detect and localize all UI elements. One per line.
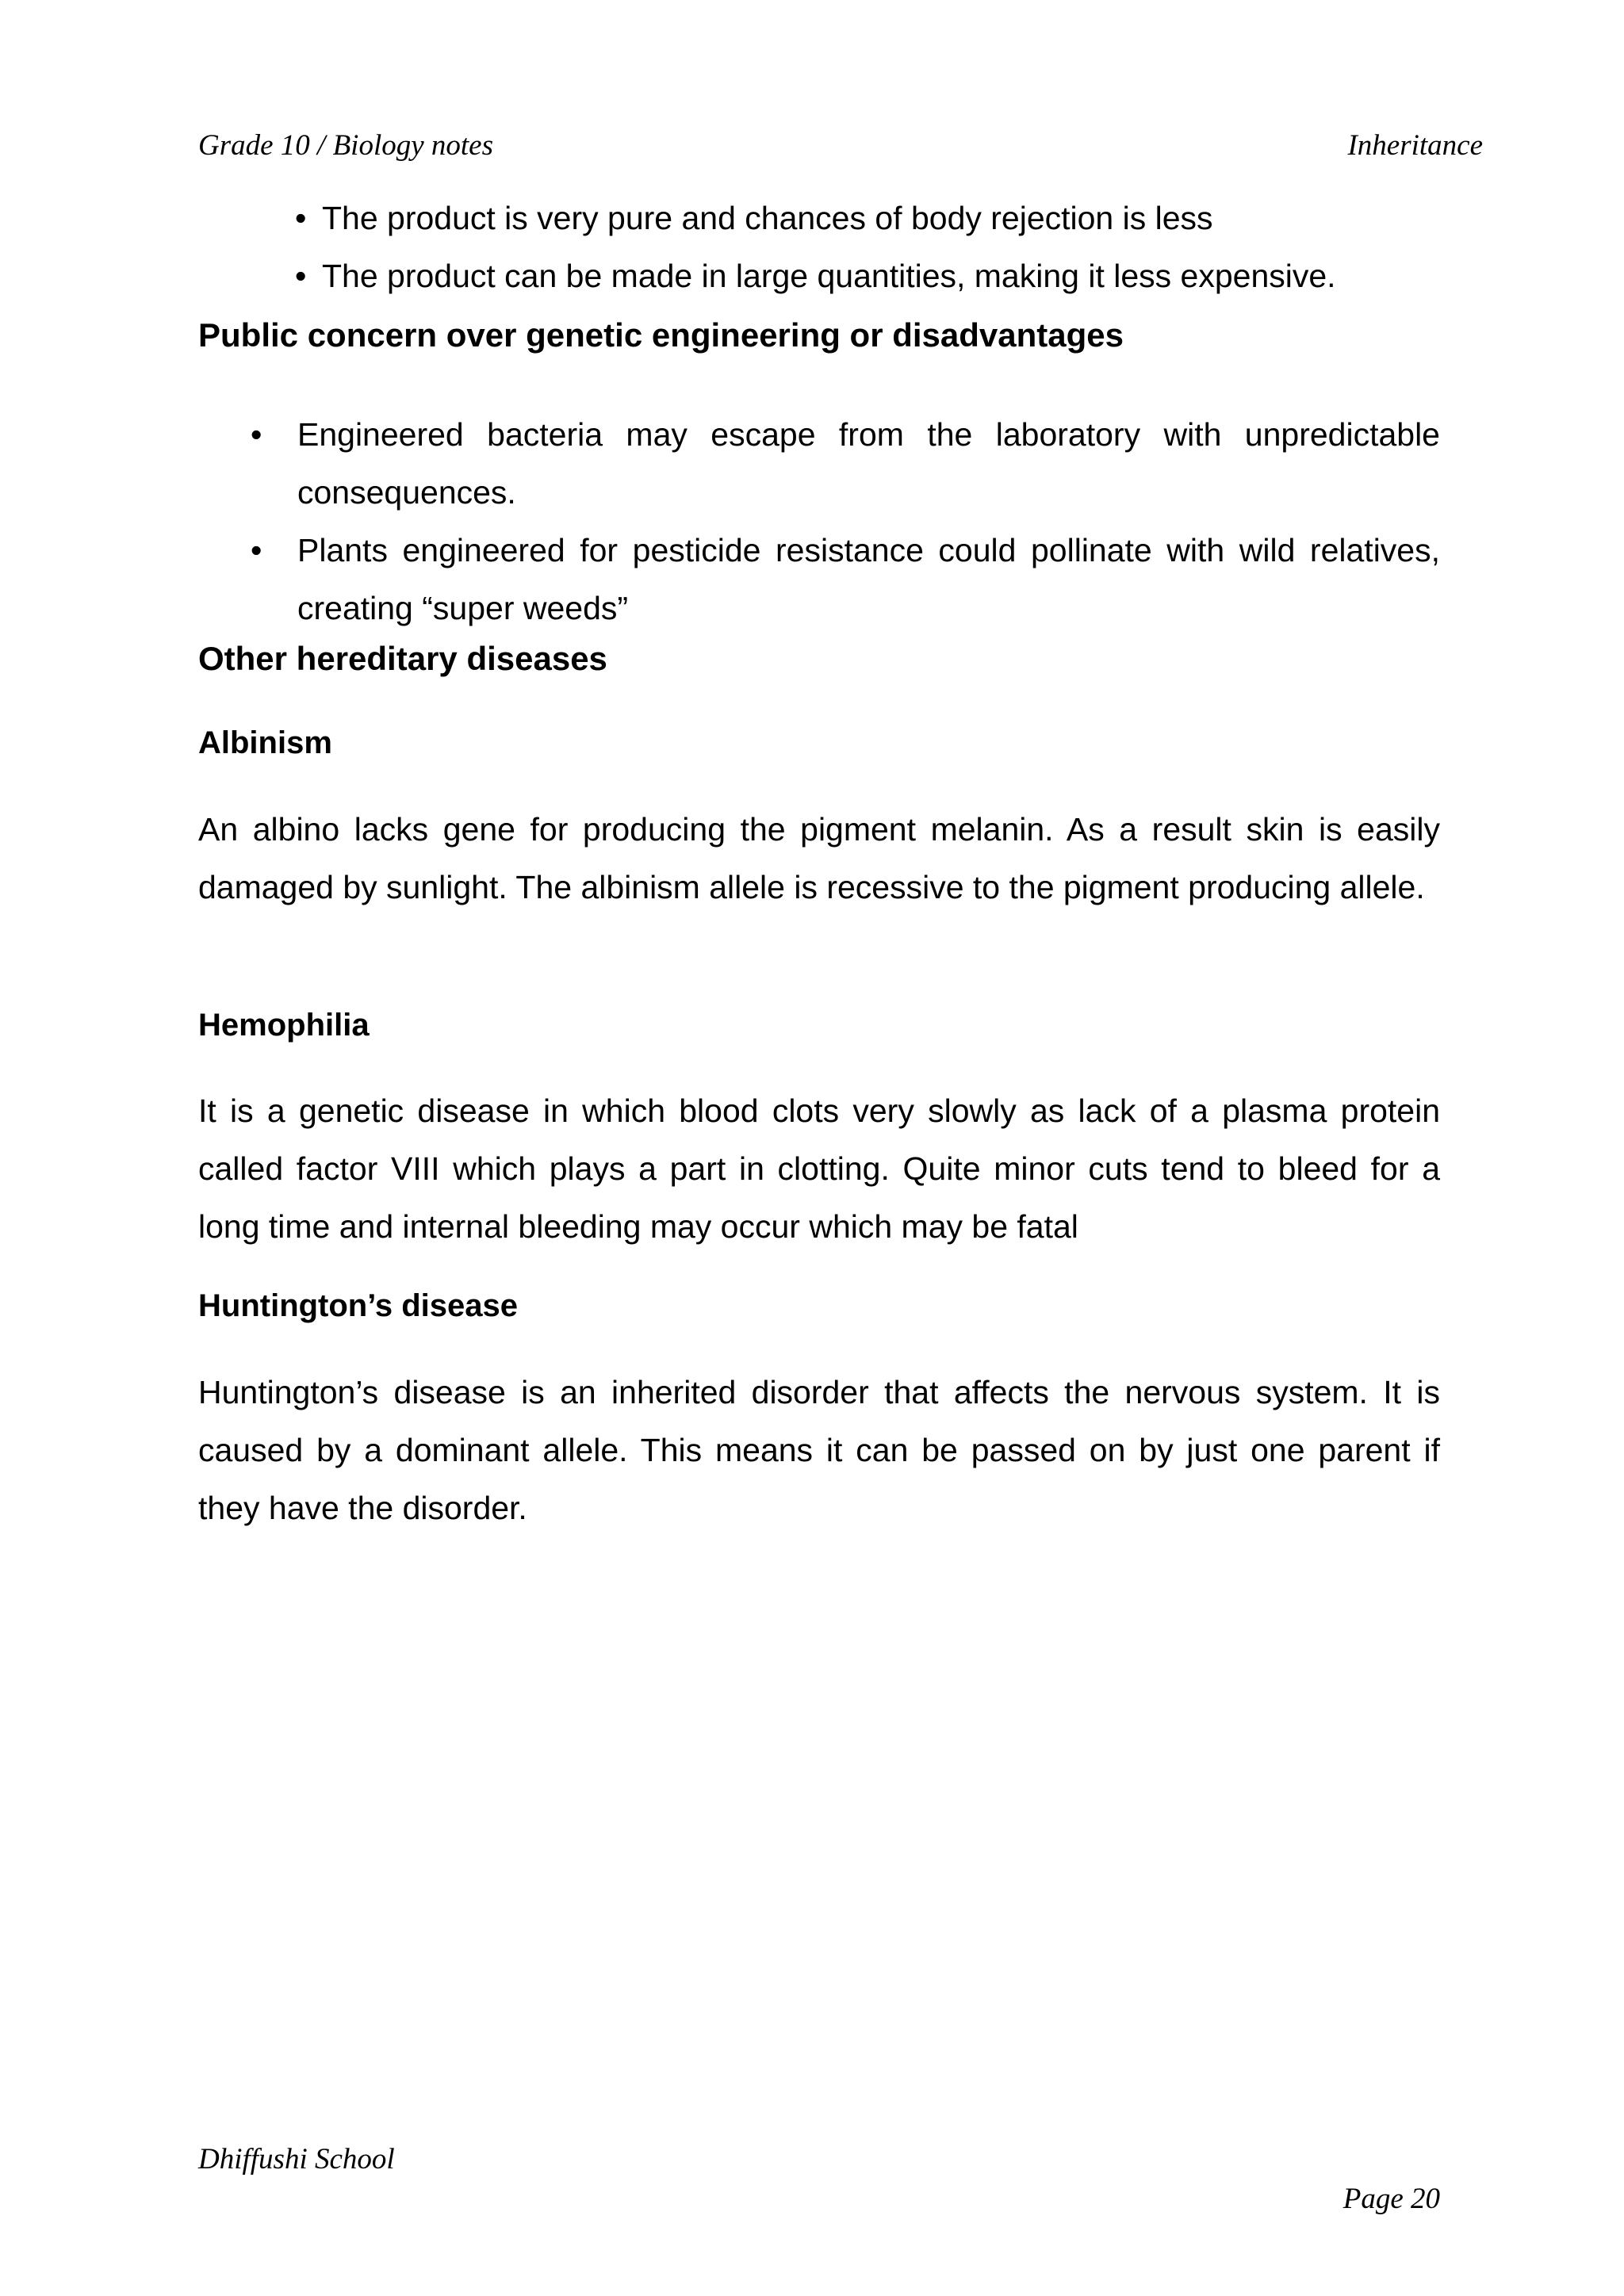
public-concern-list bbox=[198, 406, 1440, 637]
other-diseases-heading: Other hereditary diseases bbox=[198, 640, 607, 677]
advantages-list bbox=[295, 198, 1445, 314]
header-chapter-title: Inheritance bbox=[1347, 129, 1483, 162]
list-item: • Plants engineered for pesticide resistance could pollinate with wild relatives, creating “super weeds” bbox=[198, 522, 1440, 637]
huntingtons-heading: Huntington’s disease bbox=[198, 1288, 519, 1323]
footer-school-name: Dhiffushi School bbox=[198, 2143, 395, 2175]
albinism-paragraph: An albino lacks gene for producing the pigment melanin. As a result skin is easily damaged by sunlight. The albinism allele is recessive to the pigment producing allele. bbox=[198, 811, 1440, 905]
hemophilia-paragraph: It is a genetic disease in which blood clots very slowly as lack of a plasma protein called factor VIII which plays a part in clotting. Quite minor cuts tend to bleed for a long time and internal bleeding may occur which may be fatal bbox=[198, 1093, 1440, 1245]
public-concern-heading: Public concern over genetic engineering or disadvantages bbox=[198, 316, 1124, 354]
list-item: • The product can be made in large quantities, making it less expensive. bbox=[295, 256, 1445, 314]
running-header bbox=[198, 128, 1483, 168]
huntingtons-paragraph: Huntington’s disease is an inherited disorder that affects the nervous system. It is caused by a dominant allele. This means it can be passed on by just one parent if they have the disorder. bbox=[198, 1374, 1440, 1526]
list-item: • The product is very pure and chances of body rejection is less bbox=[295, 198, 1445, 256]
page-number: Page 20 bbox=[1342, 2183, 1440, 2215]
albinism-heading: Albinism bbox=[198, 725, 332, 760]
list-item: • Engineered bacteria may escape from the laboratory with unpredictable consequences. bbox=[198, 406, 1440, 522]
header-course-title: Grade 10 / Biology notes bbox=[198, 129, 494, 162]
hemophilia-heading: Hemophilia bbox=[198, 1008, 370, 1043]
